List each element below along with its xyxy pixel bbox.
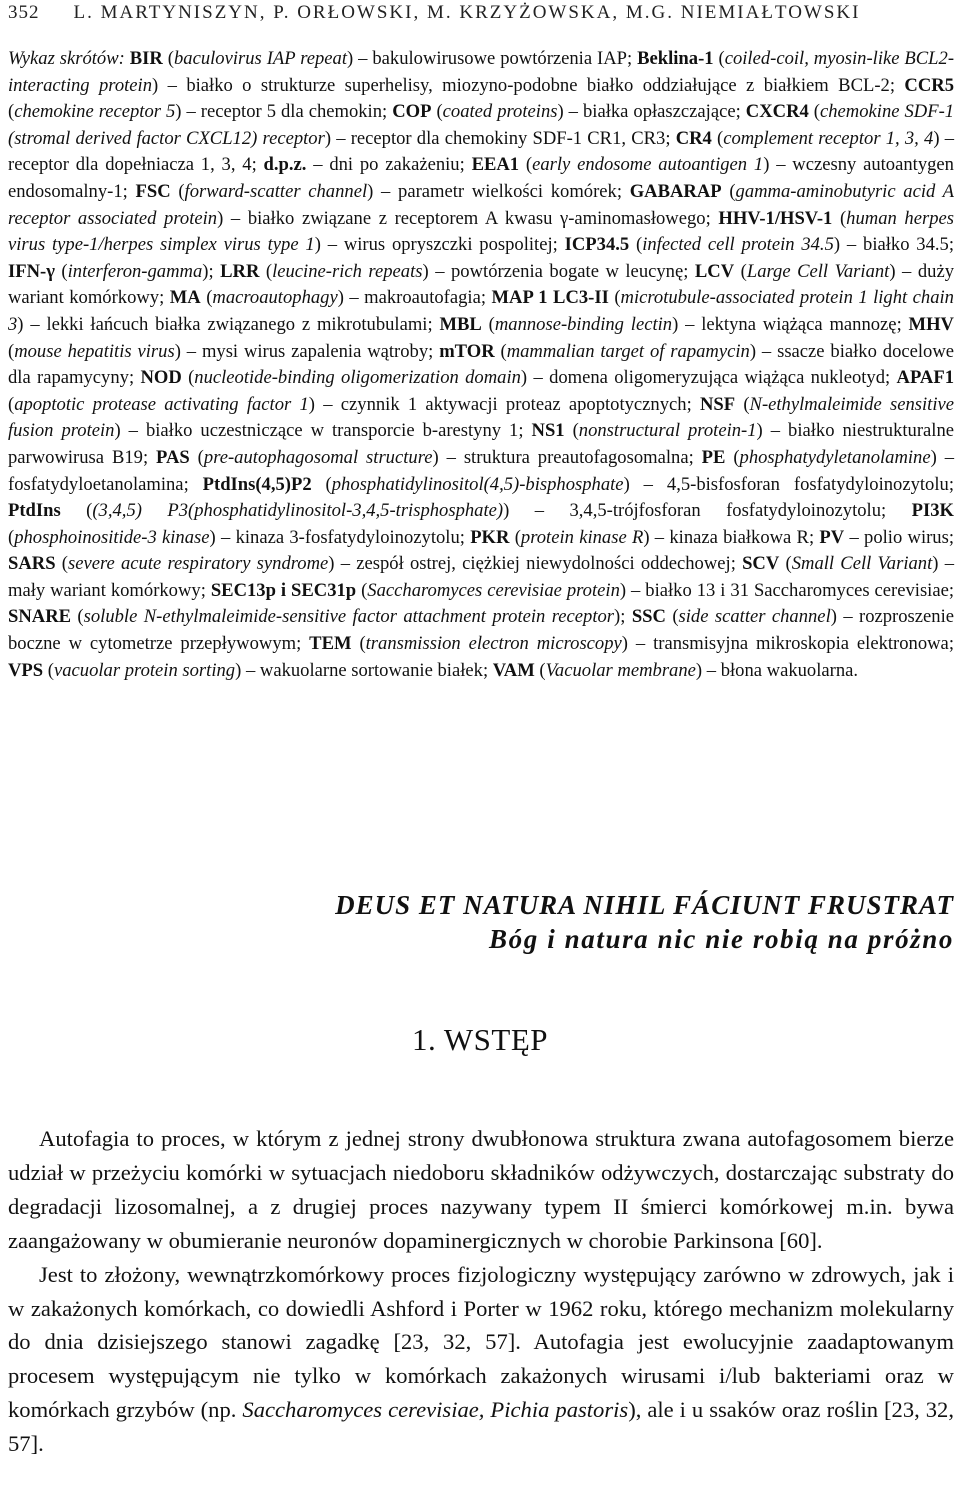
abbreviation-term: LCV xyxy=(694,260,735,282)
abbreviation-description: czynnik 1 aktywacji proteaz apoptotycznych xyxy=(340,393,687,415)
abbreviation-expansion: baculovirus IAP repeat xyxy=(173,48,348,69)
body-text xyxy=(8,1122,954,1461)
abbreviation-term: mTOR xyxy=(439,340,495,362)
abbreviation-term: VPS xyxy=(8,659,44,681)
abbreviation-term: SCV xyxy=(742,553,780,575)
abbreviation-expansion: phosphatydyletanolamine xyxy=(739,446,931,468)
abbreviation-expansion: Small Cell Variant xyxy=(791,553,933,575)
abbreviation-description: wakuolarne sortowanie białek xyxy=(259,659,483,681)
abbreviation-term: Beklina-1 xyxy=(637,48,714,69)
abbreviation-term: VAM xyxy=(492,659,535,681)
abbreviation-description: receptor dla chemokiny SDF-1 CR1, CR3 xyxy=(350,127,666,149)
header-authors: L. MARTYNISZYN, P. ORŁOWSKI, M. KRZYŻOWSKA, M.G. NIEMIAŁTOWSKI xyxy=(73,2,861,23)
paragraph-text: Autofagia to proces, w którym z jednej strony dwubłonowa struktura zwana autofagosomem bierze udział w przeżyciu komórki w sytuacjach niedoboru składników odżywczych, dostarczając substraty do degradacji lizosomalnej, a z drugiej proces nazywany typem II śmierci komórkowej m.in. bywa zaangażowany w obumieranie neuronów dopaminergicznych w chorobie Parkinsona [60]. xyxy=(8,1126,954,1253)
abbreviation-description: ssacze białko docelowe dla rapamycyny xyxy=(8,340,955,389)
abbreviation-term: MBL xyxy=(439,313,482,335)
abbreviation-expansion: severe acute respiratory syndrome xyxy=(67,553,329,575)
section-title: 1. WSTĘP xyxy=(411,1022,549,1057)
abbreviation-term: LRR xyxy=(220,260,260,282)
abbreviation-term: SNARE xyxy=(8,606,72,628)
abbreviation-description: białko uczestniczące w transporcie b-arestyny 1 xyxy=(145,420,519,442)
abbreviation-expansion: early endosome autoantigen 1 xyxy=(532,154,764,176)
abbreviation-expansion: phosphatidylinositol(4,5)-bisphosphate xyxy=(331,473,624,495)
abbreviation-description: receptor dla dopełniacza 1, 3, 4 xyxy=(8,154,252,176)
abbreviation-description: makroautofagia xyxy=(364,287,481,309)
abbreviation-expansion: coated proteins xyxy=(442,101,558,123)
abbreviation-description: białko 13 i 31 Saccharomyces cerevisiae xyxy=(645,579,949,601)
abbreviation-term: IFN-γ xyxy=(8,260,55,282)
abbreviation-expansion: Saccharomyces cerevisiae protein xyxy=(367,579,620,601)
abbreviation-term: NOD xyxy=(140,367,182,389)
abbreviation-description: dni po zakażeniu xyxy=(329,154,460,176)
abbreviation-term: PAS xyxy=(156,446,190,468)
abbreviation-expansion: mammalian target of rapamycin xyxy=(506,340,750,362)
abbreviation-expansion: complement receptor 1, 3, 4 xyxy=(723,127,934,149)
abbreviation-expansion: N-ethylmaleimide sensitive fusion protein xyxy=(8,393,954,442)
abbreviation-expansion: forward-scatter channel xyxy=(184,180,368,202)
body-paragraph xyxy=(8,1122,954,1258)
abbreviation-description: białko niestrukturalne parwowirusa B19 xyxy=(8,420,955,468)
abbreviation-description: wirus opryszczki pospolitej xyxy=(343,234,553,256)
abbreviation-description: transmisyjna mikroskopia elektronowa xyxy=(653,633,949,655)
abbreviation-description: powtórzenia bogate w leucynę xyxy=(451,260,684,282)
abbreviation-expansion: chemokine SDF-1 (stromal derived factor CXCL12) receptor xyxy=(8,101,955,149)
abbreviation-expansion: transmission electron microscopy xyxy=(365,633,622,655)
abbreviation-term: PI3K xyxy=(911,500,954,522)
motto-latin: DEUS ET NATURA NIHIL FÁCIUNT FRUSTRAT xyxy=(335,890,954,920)
abbreviation-description: 4,5-bisfosforan fosfatydyloinozytolu xyxy=(666,473,949,495)
abbreviation-description: receptor 5 dla chemokin xyxy=(200,101,383,123)
abbreviation-expansion: macroautophagy xyxy=(212,287,338,309)
species-names: Saccharomyces cerevisiae, Pichia pastoris xyxy=(242,1397,629,1423)
abbreviation-description: białko 34.5 xyxy=(863,234,949,256)
abbreviation-term: APAF1 xyxy=(896,367,955,389)
abbreviation-description: struktura preautofagosomalna xyxy=(463,446,689,468)
abbreviation-term: COP xyxy=(392,101,432,123)
abbreviation-expansion: soluble N-ethylmaleimide-sensitive factor attachment protein receptor xyxy=(83,606,615,628)
abbreviation-term: GABARAP xyxy=(629,180,722,202)
abbreviation-description: 3,4,5-trójfosforan fosfatydyloinozytolu xyxy=(569,500,882,522)
abbreviation-expansion: microtubule-associated protein 1 light chain 3 xyxy=(8,287,954,335)
abbreviation-term: BIR xyxy=(129,48,163,69)
abbreviation-expansion: coiled-coil, myosin-like BCL2-interacting protein xyxy=(8,48,955,96)
abbreviation-term: NS1 xyxy=(531,420,565,442)
abbreviation-term: SARS xyxy=(8,553,56,575)
abbreviation-term: FSC xyxy=(135,180,171,202)
abbreviation-description: białka opłaszczające xyxy=(582,101,736,123)
abbreviations-intro: Wykaz skrótów: xyxy=(8,48,125,69)
abbreviation-expansion: gamma-aminobutyric acid A receptor associated protein xyxy=(8,180,955,229)
abbreviation-expansion: human herpes virus type-1/herpes simplex virus type 1 xyxy=(8,207,954,256)
abbreviation-expansion: Vacuolar membrane xyxy=(545,659,696,681)
abbreviation-description: białko związane z receptorem A kwasu γ-aminomasłowego xyxy=(247,207,706,229)
abbreviation-expansion: side scatter channel xyxy=(678,606,831,628)
abbreviation-description: wczesny autoantygen endosomalny-1 xyxy=(8,154,954,202)
abbreviation-term: SSC xyxy=(631,606,666,628)
abbreviation-description: parametr wielkości komórek xyxy=(398,180,617,202)
abbreviation-term: d.p.z. xyxy=(263,154,307,176)
abbreviation-term: PKR xyxy=(470,526,510,548)
abbreviation-term: PtdIns(4,5)P2 xyxy=(202,473,312,495)
abbreviation-term: PE xyxy=(701,446,726,468)
abbreviation-term: PtdIns xyxy=(8,500,61,522)
abbreviation-expansion: nucleotide-binding oligomerization domain xyxy=(194,367,521,389)
abbreviation-expansion: infected cell protein 34.5 xyxy=(642,234,834,256)
running-header xyxy=(8,2,860,24)
abbreviation-term: CR4 xyxy=(675,127,712,149)
abbreviation-description: domena oligomeryzująca wiążąca nukleotyd xyxy=(549,367,886,389)
abbreviation-description: polio wirus xyxy=(864,526,949,548)
abbreviation-term: MAP 1 LC3-II xyxy=(491,287,609,309)
abbreviation-expansion: apoptotic protease activating factor 1 xyxy=(14,393,309,415)
abbreviation-description: białko o strukturze superhelisy, miozyno-podobne białko oddziałujące z białkiem BCL-2 xyxy=(186,74,890,96)
abbreviation-term: HHV-1/HSV-1 xyxy=(718,207,833,229)
abbreviation-description: błona wakuolarna. xyxy=(720,659,859,681)
abbreviation-description: zespół ostrej, ciężkiej niewydolności oddechowej xyxy=(356,553,731,575)
motto-polish: Bóg i natura nic nie robią na próżno xyxy=(489,924,954,954)
abbreviation-term: PV xyxy=(819,526,845,548)
abbreviation-description: kinaza białkowa R xyxy=(669,526,809,548)
abbreviation-description: lektyna wiążąca mannozę xyxy=(701,313,897,335)
abbreviation-expansion: mannose-binding lectin xyxy=(494,313,673,335)
abbreviation-description: lekki łańcuch białka związanego z mikrotubulami xyxy=(46,313,428,335)
abbreviation-term: TEM xyxy=(309,633,352,655)
abbreviation-expansion: protein kinase R xyxy=(520,526,644,548)
page-number: 352 xyxy=(8,2,40,23)
abbreviation-term: CCR5 xyxy=(904,74,954,96)
abbreviation-term: NSF xyxy=(699,393,736,415)
abbreviation-description: bakulowirusowe powtórzenia IAP xyxy=(372,48,627,69)
abbreviation-term: ICP34.5 xyxy=(564,234,630,256)
paragraph-text: ), ale i u ssaków oraz roślin [23, 32, 57]. xyxy=(8,1397,954,1457)
abbreviation-expansion: leucine-rich repeats xyxy=(272,260,423,282)
abbreviation-expansion: nonstructural protein-1 xyxy=(578,420,757,442)
abbreviation-expansion: interferon-gamma xyxy=(67,260,203,282)
abbreviations-list: Wykaz skrótów: BIR (baculovirus IAP repeat) – bakulowirusowe powtórzenia IAP; Beklina-1 (coiled-coil, myosin-like BCL2-interacting protein) – białko o strukturze superhelisy, miozyno-podobne białko oddziałujące z białkiem BCL-2; CCR5 (chemokine receptor 5) – receptor 5 dla chemokin; COP (coated proteins) – białka opłaszczające; CXCR4 (chemokine SDF-1 (stromal derived factor CXCL12) receptor) – receptor dla chemokiny SDF-1 CR1, CR3; CR4 (complement receptor 1, 3, 4) – receptor dla dopełniacza 1, 3, 4; d.p.z. – dni po zakażeniu; EEA1 (early endosome autoantigen 1) – wczesny autoantygen endosomalny-1; FSC (forward-scatter channel) – parametr wielkości komórek; GABARAP (gamma-aminobutyric acid A receptor associated protein) – białko związane z receptorem A kwasu γ-aminomasłowego; HHV-1/HSV-1 (human herpes virus type-1/herpes simplex virus type 1) – wirus opryszczki pospolitej; ICP34.5 (infected cell protein 34.5) – białko 34.5; IFN-γ (interferon-gamma); LRR (leucine-rich repeats) – powtórzenia bogate w leucynę; LCV (Large Cell Variant) – duży wariant komórkowy; MA (macroautophagy) – makroautofagia; MAP 1 LC3-II (microtubule-associated protein 1 light chain 3) – lekki łańcuch białka związanego z mikrotubulami; MBL (mannose-binding lectin) – lektyna wiążąca mannozę; MHV (mouse hepatitis virus) – mysi wirus zapalenia wątroby; mTOR (mammalian target of rapamycin) – ssacze białko docelowe dla rapamycyny; NOD (nucleotide-binding oligomerization domain) – domena oligomeryzująca wiążąca nukleotyd; APAF1 (apoptotic protease activating factor 1) – czynnik 1 aktywacji proteaz apoptotycznych; NSF (N-ethylmaleimide sensitive fusion protein) – białko uczestniczące w transporcie b-arestyny 1; NS1 (nonstructural protein-1) – białko niestrukturalne parwowirusa B19; PAS (pre-autophagosomal structure) – struktura preautofagosomalna; PE (phosphatydyletanolamine) – fosfatydyloetanolamina; PtdIns(4,5)P2 (phosphatidylinositol(4,5)-bisphosphate) – 4,5-bisfosforan fosfatydyloinozytolu; PtdIns ((3,4,5) P3(phosphatidylinositol-3,4,5-trisphosphate)) – 3,4,5-trójfosforan fosfatydyloinozytolu; PI3K (phosphoinositide-3 kinase) – kinaza 3-fosfatydyloinozytolu; PKR (protein kinase R) – kinaza białkowa R; PV – polio wirus; SARS (severe acute respiratory syndrome) – zespół ostrej, ciężkiej niewydolności oddechowej; SCV (Small Cell Variant) – mały wariant komórkowy; SEC13p i SEC31p (Saccharomyces cerevisiae protein) – białko 13 i 31 Saccharomyces cerevisiae; SNARE (soluble N-ethylmaleimide-sensitive factor attachment protein receptor); SSC (side scatter channel) – rozproszenie boczne w cytometrze przepływowym; TEM (transmission electron microscopy) – transmisyjna mikroskopia elektronowa; VPS (vacuolar protein sorting) – wakuolarne sortowanie białek; VAM (Vacuolar membrane) – błona wakuolarna. xyxy=(8,48,955,681)
abbreviation-description: mały wariant komórkowy xyxy=(8,579,201,601)
abbreviation-description: kinaza 3-fosfatydyloinozytolu xyxy=(235,526,460,548)
abbreviation-description: rozproszenie boczne w cytometrze przepływowym xyxy=(8,606,954,655)
abbreviation-description: duży wariant komórkowy xyxy=(8,260,955,309)
body-paragraph xyxy=(8,1258,954,1461)
abbreviation-description: fosfatydyloetanolamina xyxy=(8,473,184,495)
abbreviation-description: mysi wirus zapalenia wątroby xyxy=(201,340,429,362)
abbreviation-expansion: (3,4,5) P3(phosphatidylinositol-3,4,5-trisphosphate) xyxy=(92,500,504,522)
abbreviation-expansion: chemokine receptor 5 xyxy=(14,101,176,123)
abbreviation-term: CXCR4 xyxy=(745,101,809,123)
abbreviation-term: MHV xyxy=(908,313,954,335)
abbreviation-term: SEC13p i SEC31p xyxy=(210,579,357,601)
abbreviation-expansion: Large Cell Variant xyxy=(746,260,890,282)
abbreviation-expansion: mouse hepatitis virus xyxy=(14,340,175,362)
motto xyxy=(335,888,954,956)
abbreviation-term: EEA1 xyxy=(471,154,520,176)
paragraph-text: Jest to złożony, wewnątrzkomórkowy proces fizjologiczny występujący zarówno w zdrowych, jak i w zakażonych komórkach, co dowiedli Ashford i Porter w 1962 roku, którego mechanizm molekularny do dnia dzisiejszego stanowi zagadkę [23, 32, 57]. Autofagia jest ewolucyjnie zaadaptowanym procesem występującym nie tylko w komórkach zakażonych wirusami i/lub bakteriami oraz w komórkach grzybów (np. xyxy=(8,1261,954,1423)
abbreviation-expansion: phosphoinositide-3 kinase xyxy=(14,526,210,548)
abbreviation-term: MA xyxy=(169,287,201,309)
abbreviation-expansion: vacuolar protein sorting xyxy=(53,659,236,681)
abbreviation-expansion: pre-autophagosomal structure xyxy=(203,446,433,468)
